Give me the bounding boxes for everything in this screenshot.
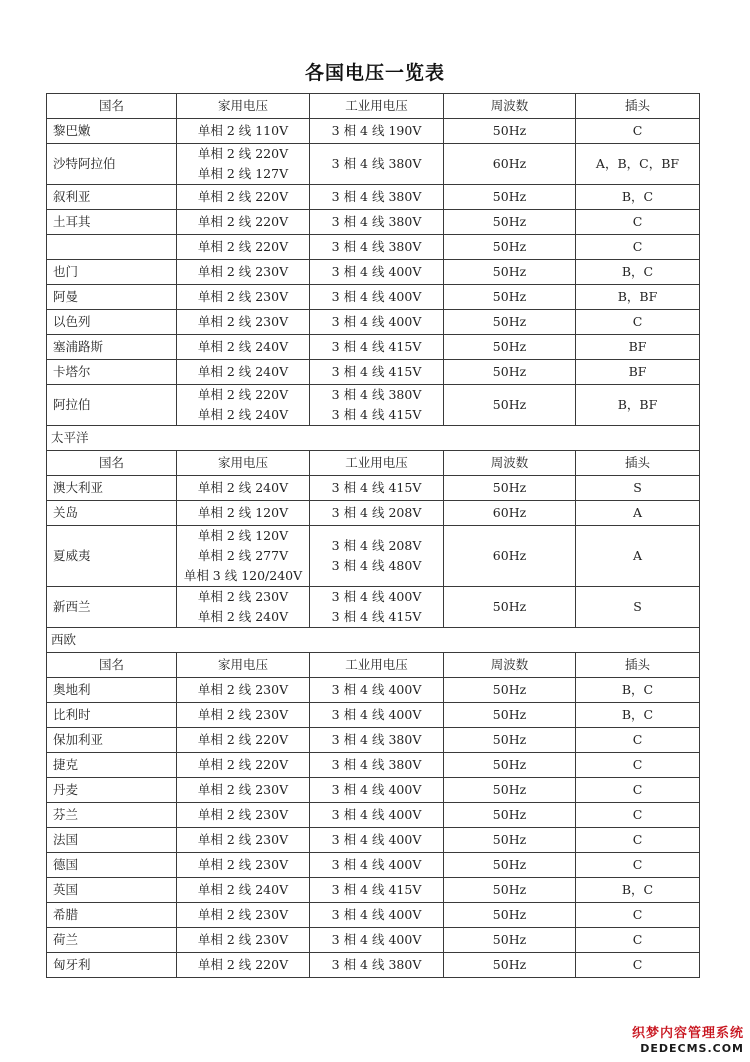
- table-row: [47, 803, 700, 828]
- industrial-voltage-cell: [310, 678, 444, 703]
- frequency-cell: 50Hz: [444, 828, 576, 853]
- table-row: [47, 587, 700, 628]
- country-name-cell: 希腊: [47, 903, 177, 928]
- frequency-cell: 50Hz: [444, 778, 576, 803]
- home-voltage-cell: [177, 185, 310, 210]
- home-voltage-cell: [177, 587, 310, 628]
- watermark: [632, 1026, 744, 1056]
- plug-type-cell: C: [576, 828, 700, 853]
- cell-line: 3 相 4 线 480V: [331, 558, 422, 573]
- cell-line: 单相 2 线 220V: [197, 957, 289, 972]
- home-voltage-cell: [177, 119, 310, 144]
- industrial-voltage-cell: [310, 828, 444, 853]
- country-name-cell: 德国: [47, 853, 177, 878]
- cell-line: 单相 2 线 230V: [197, 782, 289, 797]
- table-row: [47, 853, 700, 878]
- table-row: [47, 235, 700, 260]
- cell-line: 单相 2 线 240V: [197, 882, 289, 897]
- cell-line: 单相 2 线 230V: [197, 682, 289, 697]
- cell-line: 单相 2 线 240V: [197, 480, 289, 495]
- cell-line: 3 相 4 线 208V: [331, 505, 422, 520]
- home-voltage-cell: [177, 235, 310, 260]
- country-name-cell: 法国: [47, 828, 177, 853]
- home-voltage-cell: [177, 526, 310, 587]
- country-name-cell: 奥地利: [47, 678, 177, 703]
- industrial-voltage-cell: [310, 144, 444, 185]
- cell-line: 3 相 4 线 400V: [331, 807, 422, 822]
- cell-line: 单相 2 线 230V: [197, 807, 289, 822]
- cell-line: 单相 2 线 220V: [197, 732, 289, 747]
- country-name-cell: [47, 235, 177, 260]
- frequency-cell: 50Hz: [444, 119, 576, 144]
- country-name-cell: 芬兰: [47, 803, 177, 828]
- cell-line: 单相 2 线 240V: [197, 609, 289, 624]
- country-name-cell: 以色列: [47, 310, 177, 335]
- table-row: [47, 210, 700, 235]
- cell-line: 3 相 4 线 415V: [331, 480, 422, 495]
- frequency-cell: 50Hz: [444, 903, 576, 928]
- column-header: 周波数: [444, 451, 576, 476]
- cell-line: 单相 2 线 220V: [197, 189, 289, 204]
- country-name-cell: 夏威夷: [47, 526, 177, 587]
- cell-line: 3 相 4 线 415V: [331, 882, 422, 897]
- plug-type-cell: B，C: [576, 185, 700, 210]
- frequency-cell: 50Hz: [444, 360, 576, 385]
- industrial-voltage-cell: [310, 587, 444, 628]
- frequency-cell: 50Hz: [444, 310, 576, 335]
- cell-line: 单相 2 线 230V: [197, 707, 289, 722]
- industrial-voltage-cell: [310, 335, 444, 360]
- column-header: 工业用电压: [310, 653, 444, 678]
- country-name-cell: 比利时: [47, 703, 177, 728]
- frequency-cell: 50Hz: [444, 185, 576, 210]
- home-voltage-cell: [177, 828, 310, 853]
- country-name-cell: 捷克: [47, 753, 177, 778]
- cell-line: 3 相 4 线 380V: [331, 214, 422, 229]
- frequency-cell: 60Hz: [444, 501, 576, 526]
- table-row: [47, 144, 700, 185]
- industrial-voltage-cell: [310, 928, 444, 953]
- home-voltage-cell: [177, 903, 310, 928]
- cell-line: 3 相 4 线 400V: [331, 857, 422, 872]
- plug-type-cell: C: [576, 953, 700, 978]
- home-voltage-cell: [177, 476, 310, 501]
- plug-type-cell: A: [576, 501, 700, 526]
- column-header: 家用电压: [177, 451, 310, 476]
- table-row: [47, 476, 700, 501]
- plug-type-cell: C: [576, 119, 700, 144]
- frequency-cell: 50Hz: [444, 476, 576, 501]
- watermark-cn: 织梦内容管理系统: [631, 1026, 744, 1041]
- column-header: 工业用电压: [310, 94, 444, 119]
- table-row: [47, 903, 700, 928]
- table-row: [47, 501, 700, 526]
- column-header: 国名: [47, 94, 177, 119]
- section-title: 太平洋: [47, 426, 700, 451]
- frequency-cell: 50Hz: [444, 803, 576, 828]
- cell-line: 3 相 4 线 415V: [331, 609, 422, 624]
- home-voltage-cell: [177, 285, 310, 310]
- industrial-voltage-cell: [310, 803, 444, 828]
- cell-line: 单相 2 线 220V: [197, 239, 289, 254]
- industrial-voltage-cell: [310, 728, 444, 753]
- plug-type-cell: A: [576, 526, 700, 587]
- home-voltage-cell: [177, 144, 310, 185]
- table-row: [47, 285, 700, 310]
- cell-line: 3 相 4 线 400V: [331, 314, 422, 329]
- frequency-cell: 50Hz: [444, 703, 576, 728]
- column-header: 国名: [47, 451, 177, 476]
- table-row: [47, 928, 700, 953]
- home-voltage-cell: [177, 803, 310, 828]
- table-row: [47, 728, 700, 753]
- cell-line: 3 相 4 线 380V: [331, 239, 422, 254]
- cell-line: 单相 2 线 230V: [197, 857, 289, 872]
- table-row: [47, 360, 700, 385]
- page-title: 各国电压一览表: [304, 62, 445, 84]
- industrial-voltage-cell: [310, 903, 444, 928]
- plug-type-cell: C: [576, 903, 700, 928]
- industrial-voltage-cell: [310, 476, 444, 501]
- plug-type-cell: C: [576, 803, 700, 828]
- industrial-voltage-cell: [310, 526, 444, 587]
- cell-line: 3 相 4 线 400V: [331, 682, 422, 697]
- home-voltage-cell: [177, 953, 310, 978]
- section-row: [47, 426, 700, 451]
- frequency-cell: 50Hz: [444, 928, 576, 953]
- industrial-voltage-cell: [310, 953, 444, 978]
- home-voltage-cell: [177, 928, 310, 953]
- industrial-voltage-cell: [310, 235, 444, 260]
- cell-line: 3 相 4 线 400V: [331, 782, 422, 797]
- country-name-cell: 新西兰: [47, 587, 177, 628]
- cell-line: 单相 3 线 120/240V: [183, 568, 303, 583]
- table-row: [47, 526, 700, 587]
- table-row: [47, 185, 700, 210]
- country-name-cell: 也门: [47, 260, 177, 285]
- column-header: 插头: [576, 653, 700, 678]
- frequency-cell: 50Hz: [444, 335, 576, 360]
- home-voltage-cell: [177, 501, 310, 526]
- country-name-cell: 卡塔尔: [47, 360, 177, 385]
- home-voltage-cell: [177, 878, 310, 903]
- table-row: [47, 335, 700, 360]
- country-name-cell: 匈牙利: [47, 953, 177, 978]
- cell-line: 单相 2 线 240V: [197, 407, 289, 422]
- plug-type-cell: B，C: [576, 678, 700, 703]
- plug-type-cell: C: [576, 853, 700, 878]
- cell-line: 单相 2 线 230V: [197, 907, 289, 922]
- frequency-cell: 60Hz: [444, 526, 576, 587]
- cell-line: 3 相 4 线 190V: [331, 123, 422, 138]
- column-header: 国名: [47, 653, 177, 678]
- column-header: 工业用电压: [310, 451, 444, 476]
- plug-type-cell: B，BF: [576, 385, 700, 426]
- frequency-cell: 50Hz: [444, 260, 576, 285]
- cell-line: 3 相 4 线 400V: [331, 932, 422, 947]
- home-voltage-cell: [177, 210, 310, 235]
- plug-type-cell: A，B，C，BF: [576, 144, 700, 185]
- column-header: 插头: [576, 94, 700, 119]
- plug-type-cell: B，C: [576, 260, 700, 285]
- country-name-cell: 叙利亚: [47, 185, 177, 210]
- cell-line: 3 相 4 线 400V: [331, 589, 422, 604]
- cell-line: 3 相 4 线 415V: [331, 407, 422, 422]
- table-row: [47, 678, 700, 703]
- country-name-cell: 英国: [47, 878, 177, 903]
- country-name-cell: 澳大利亚: [47, 476, 177, 501]
- column-header: 家用电压: [177, 653, 310, 678]
- industrial-voltage-cell: [310, 360, 444, 385]
- column-header: 家用电压: [177, 94, 310, 119]
- cell-line: 单相 2 线 220V: [197, 387, 289, 402]
- cell-line: 单相 2 线 230V: [197, 832, 289, 847]
- country-name-cell: 土耳其: [47, 210, 177, 235]
- home-voltage-cell: [177, 753, 310, 778]
- cell-line: 3 相 4 线 380V: [331, 732, 422, 747]
- plug-type-cell: C: [576, 728, 700, 753]
- plug-type-cell: C: [576, 778, 700, 803]
- home-voltage-cell: [177, 310, 310, 335]
- cell-line: 单相 2 线 120V: [197, 528, 289, 543]
- cell-line: 单相 2 线 230V: [197, 589, 289, 604]
- frequency-cell: 50Hz: [444, 953, 576, 978]
- table-row: [47, 119, 700, 144]
- table-row: [47, 753, 700, 778]
- cell-line: 3 相 4 线 380V: [331, 156, 422, 171]
- plug-type-cell: BF: [576, 360, 700, 385]
- frequency-cell: 50Hz: [444, 753, 576, 778]
- country-name-cell: 阿曼: [47, 285, 177, 310]
- watermark-en: DEDECMS.COM: [640, 1042, 744, 1055]
- cell-line: 单相 2 线 220V: [197, 757, 289, 772]
- section-title: 西欧: [47, 628, 700, 653]
- table-row: [47, 385, 700, 426]
- cell-line: 单相 2 线 230V: [197, 289, 289, 304]
- column-header: 插头: [576, 451, 700, 476]
- table-row: [47, 828, 700, 853]
- country-name-cell: 关岛: [47, 501, 177, 526]
- cell-line: 3 相 4 线 380V: [331, 957, 422, 972]
- home-voltage-cell: [177, 335, 310, 360]
- home-voltage-cell: [177, 728, 310, 753]
- industrial-voltage-cell: [310, 778, 444, 803]
- plug-type-cell: C: [576, 235, 700, 260]
- cell-line: 3 相 4 线 380V: [331, 189, 422, 204]
- cell-line: 单相 2 线 230V: [197, 264, 289, 279]
- plug-type-cell: C: [576, 928, 700, 953]
- table-row: [47, 310, 700, 335]
- frequency-cell: 50Hz: [444, 285, 576, 310]
- industrial-voltage-cell: [310, 878, 444, 903]
- section-row: [47, 628, 700, 653]
- frequency-cell: 50Hz: [444, 385, 576, 426]
- country-name-cell: 荷兰: [47, 928, 177, 953]
- industrial-voltage-cell: [310, 185, 444, 210]
- country-name-cell: 黎巴嫩: [47, 119, 177, 144]
- country-name-cell: 塞浦路斯: [47, 335, 177, 360]
- cell-line: 单相 2 线 240V: [197, 364, 289, 379]
- frequency-cell: 50Hz: [444, 728, 576, 753]
- industrial-voltage-cell: [310, 703, 444, 728]
- cell-line: 3 相 4 线 400V: [331, 289, 422, 304]
- home-voltage-cell: [177, 853, 310, 878]
- table-row: [47, 953, 700, 978]
- table-row: [47, 703, 700, 728]
- column-header: 周波数: [444, 94, 576, 119]
- home-voltage-cell: [177, 778, 310, 803]
- frequency-cell: 50Hz: [444, 678, 576, 703]
- plug-type-cell: C: [576, 210, 700, 235]
- industrial-voltage-cell: [310, 385, 444, 426]
- cell-line: 3 相 4 线 415V: [331, 339, 422, 354]
- plug-type-cell: C: [576, 310, 700, 335]
- header-row: [47, 94, 700, 119]
- frequency-cell: 50Hz: [444, 853, 576, 878]
- industrial-voltage-cell: [310, 119, 444, 144]
- industrial-voltage-cell: [310, 753, 444, 778]
- industrial-voltage-cell: [310, 310, 444, 335]
- cell-line: 单相 2 线 230V: [197, 932, 289, 947]
- industrial-voltage-cell: [310, 501, 444, 526]
- cell-line: 3 相 4 线 380V: [331, 757, 422, 772]
- cell-line: 3 相 4 线 208V: [331, 538, 422, 553]
- table-row: [47, 878, 700, 903]
- cell-line: 单相 2 线 220V: [197, 214, 289, 229]
- frequency-cell: 50Hz: [444, 235, 576, 260]
- cell-line: 3 相 4 线 400V: [331, 707, 422, 722]
- country-name-cell: 沙特阿拉伯: [47, 144, 177, 185]
- plug-type-cell: S: [576, 476, 700, 501]
- cell-line: 3 相 4 线 400V: [331, 264, 422, 279]
- cell-line: 3 相 4 线 400V: [331, 832, 422, 847]
- cell-line: 单相 2 线 240V: [197, 339, 289, 354]
- cell-line: 单相 2 线 127V: [197, 166, 289, 181]
- voltage-table: [46, 93, 700, 978]
- country-name-cell: 丹麦: [47, 778, 177, 803]
- header-row: [47, 653, 700, 678]
- frequency-cell: 50Hz: [444, 878, 576, 903]
- cell-line: 3 相 4 线 415V: [331, 364, 422, 379]
- plug-type-cell: BF: [576, 335, 700, 360]
- plug-type-cell: B，C: [576, 878, 700, 903]
- cell-line: 单相 2 线 120V: [197, 505, 289, 520]
- table-row: [47, 778, 700, 803]
- plug-type-cell: S: [576, 587, 700, 628]
- plug-type-cell: B，BF: [576, 285, 700, 310]
- cell-line: 单相 2 线 277V: [197, 548, 289, 563]
- country-name-cell: 阿拉伯: [47, 385, 177, 426]
- column-header: 周波数: [444, 653, 576, 678]
- country-name-cell: 保加利亚: [47, 728, 177, 753]
- home-voltage-cell: [177, 703, 310, 728]
- table-row: [47, 260, 700, 285]
- home-voltage-cell: [177, 360, 310, 385]
- cell-line: 3 相 4 线 400V: [331, 907, 422, 922]
- home-voltage-cell: [177, 260, 310, 285]
- cell-line: 3 相 4 线 380V: [331, 387, 422, 402]
- frequency-cell: 50Hz: [444, 587, 576, 628]
- industrial-voltage-cell: [310, 210, 444, 235]
- table-body: [47, 94, 700, 978]
- plug-type-cell: C: [576, 753, 700, 778]
- industrial-voltage-cell: [310, 853, 444, 878]
- home-voltage-cell: [177, 678, 310, 703]
- frequency-cell: 50Hz: [444, 210, 576, 235]
- industrial-voltage-cell: [310, 260, 444, 285]
- header-row: [47, 451, 700, 476]
- cell-line: 单相 2 线 220V: [197, 146, 289, 161]
- cell-line: 单相 2 线 110V: [197, 123, 289, 138]
- frequency-cell: 60Hz: [444, 144, 576, 185]
- cell-line: 单相 2 线 230V: [197, 314, 289, 329]
- home-voltage-cell: [177, 385, 310, 426]
- industrial-voltage-cell: [310, 285, 444, 310]
- plug-type-cell: B，C: [576, 703, 700, 728]
